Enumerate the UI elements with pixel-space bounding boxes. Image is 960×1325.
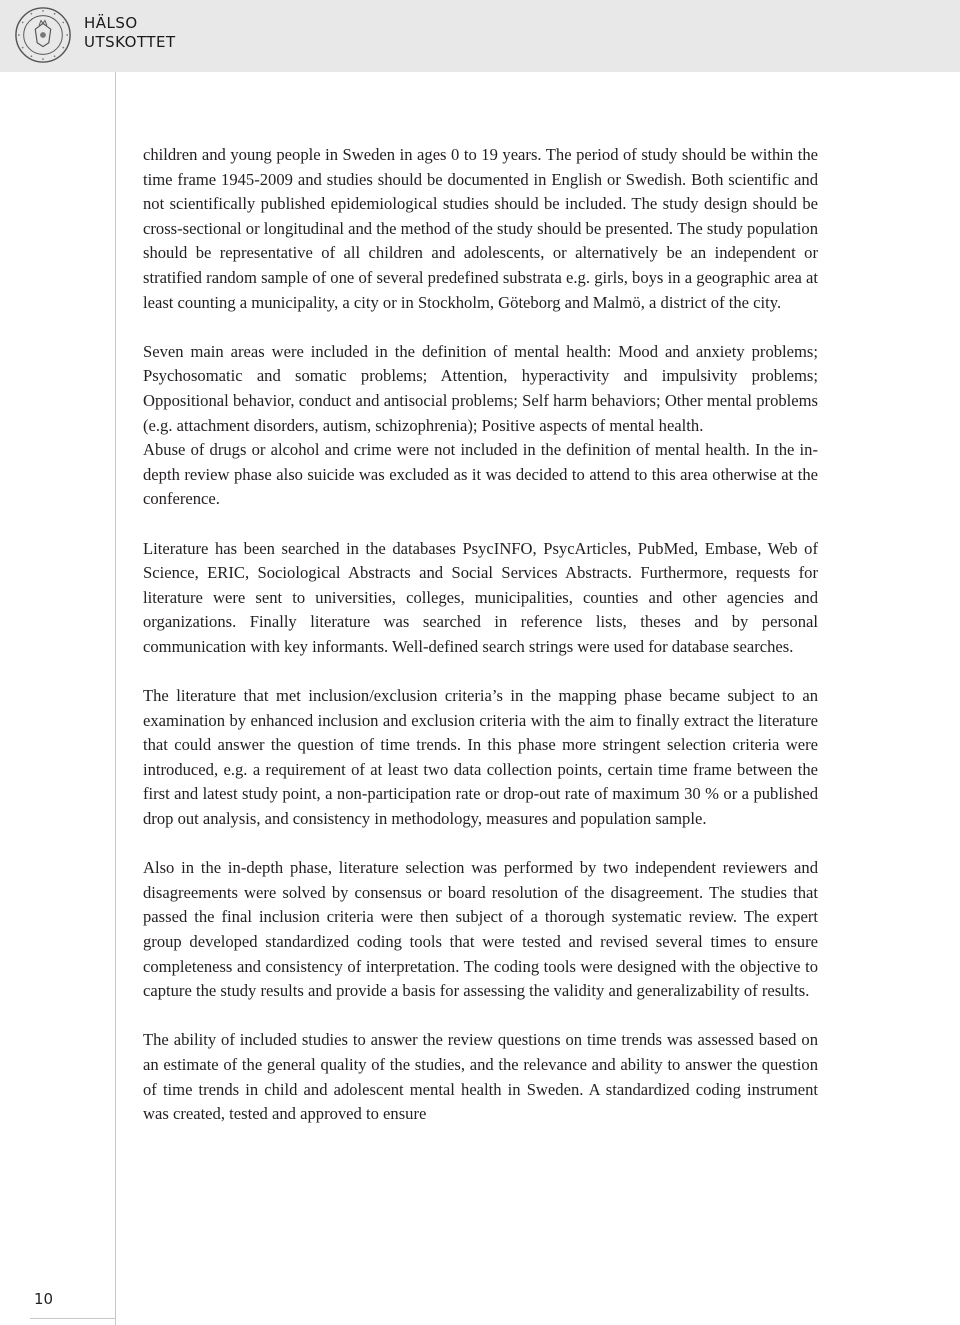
paragraph-in-depth-phase: Also in the in-depth phase, literature selection was performed by two independent reviewers and disagreements were solved by consensus or board resolution of the disagreement. The studies that passed the final inclusion criteria were then subject of a thorough systematic review. The expert group developed standardized coding tools that were tested and revised several times to ensure completeness and consistency of interpretation. The coding tools were designed with the objective to capture the study results and provide a basis for assessing the validity and generalizability of results. (143, 858, 818, 1001)
brand-line-1: HÄLSO (84, 14, 138, 32)
paragraph-inclusion-criteria: The literature that met inclusion/exclusion criteria’s in the mapping phase became subject to an examination by enhanced inclusion and exclusion criteria with the aim to finally extract the literature that could answer the question of time trends. In this phase more stringent selection criteria were introduced, e.g. a requirement of at least two data collection points, certain time frame between the first and latest study point, a non-participation rate or drop-out rate of maximum 30 % or a published drop out analysis, and consistency in methodology, measures and population sample. (143, 686, 818, 829)
paragraph-literature-search: Literature has been searched in the databases PsycINFO, PsycArticles, PubMed, Embase, Web of Science, ERIC, Sociological Abstracts and Social Services Abstracts. Furthermore, requests for literature were sent to universities, colleges, municipalities, counties and other agencies and organizations. Finally literature was searched in reference lists, theses and by personal communication with key informants. Well-defined search strings were used for database searches. (143, 538, 818, 656)
brand-wordmark (84, 14, 176, 52)
page-number-rule (30, 1318, 116, 1319)
body-text (143, 143, 818, 1127)
royal-academy-seal-icon (14, 6, 72, 64)
header-band (0, 0, 960, 72)
page-number: 10 (34, 1290, 54, 1308)
margin-rule (115, 72, 116, 1325)
paragraph-exclusions: Abuse of drugs or alcohol and crime were not included in the definition of mental health. In the in-depth review phase also suicide was excluded as it was decided to attend to this area otherwise at the conference. (143, 440, 818, 509)
brand-line-2: UTSKOTTET (84, 33, 176, 51)
paragraph-quality-assessment: The ability of included studies to answer the review questions on time trends was assessed based on an estimate of the general quality of the studies, and the relevance and ability to answer the question of time trends in child and adolescent mental health in Sweden. A standardized coding instrument was created, tested and approved to ensure (143, 1030, 818, 1124)
paragraph-mental-health-areas: Seven main areas were included in the definition of mental health: Mood and anxiety problems; Psychosomatic and somatic problems; Attention, hyperactivity and impulsivity problems; Oppositional behavior, conduct and antisocial problems; Self harm behaviors; Other mental problems (e.g. attachment disorders, autism, schizophrenia); Positive aspects of mental health. (143, 341, 818, 435)
paragraph-scope: children and young people in Sweden in ages 0 to 19 years. The period of study should be within the time frame 1945-2009 and studies should be documented in English or Swedish. Both scientific and not scientifically published epidemiological studies should be included. The study design should be cross-sectional or longitudinal and the method of the study should be presented. The study population should be representative of all children and adolescents, or alternatively be an independent or stratified random sample of one of several predefined substrata e.g. girls, boys in a geographic area at least counting a municipality, a city or in Stockholm, Göteborg and Malmö, a district of the city. (143, 145, 818, 312)
